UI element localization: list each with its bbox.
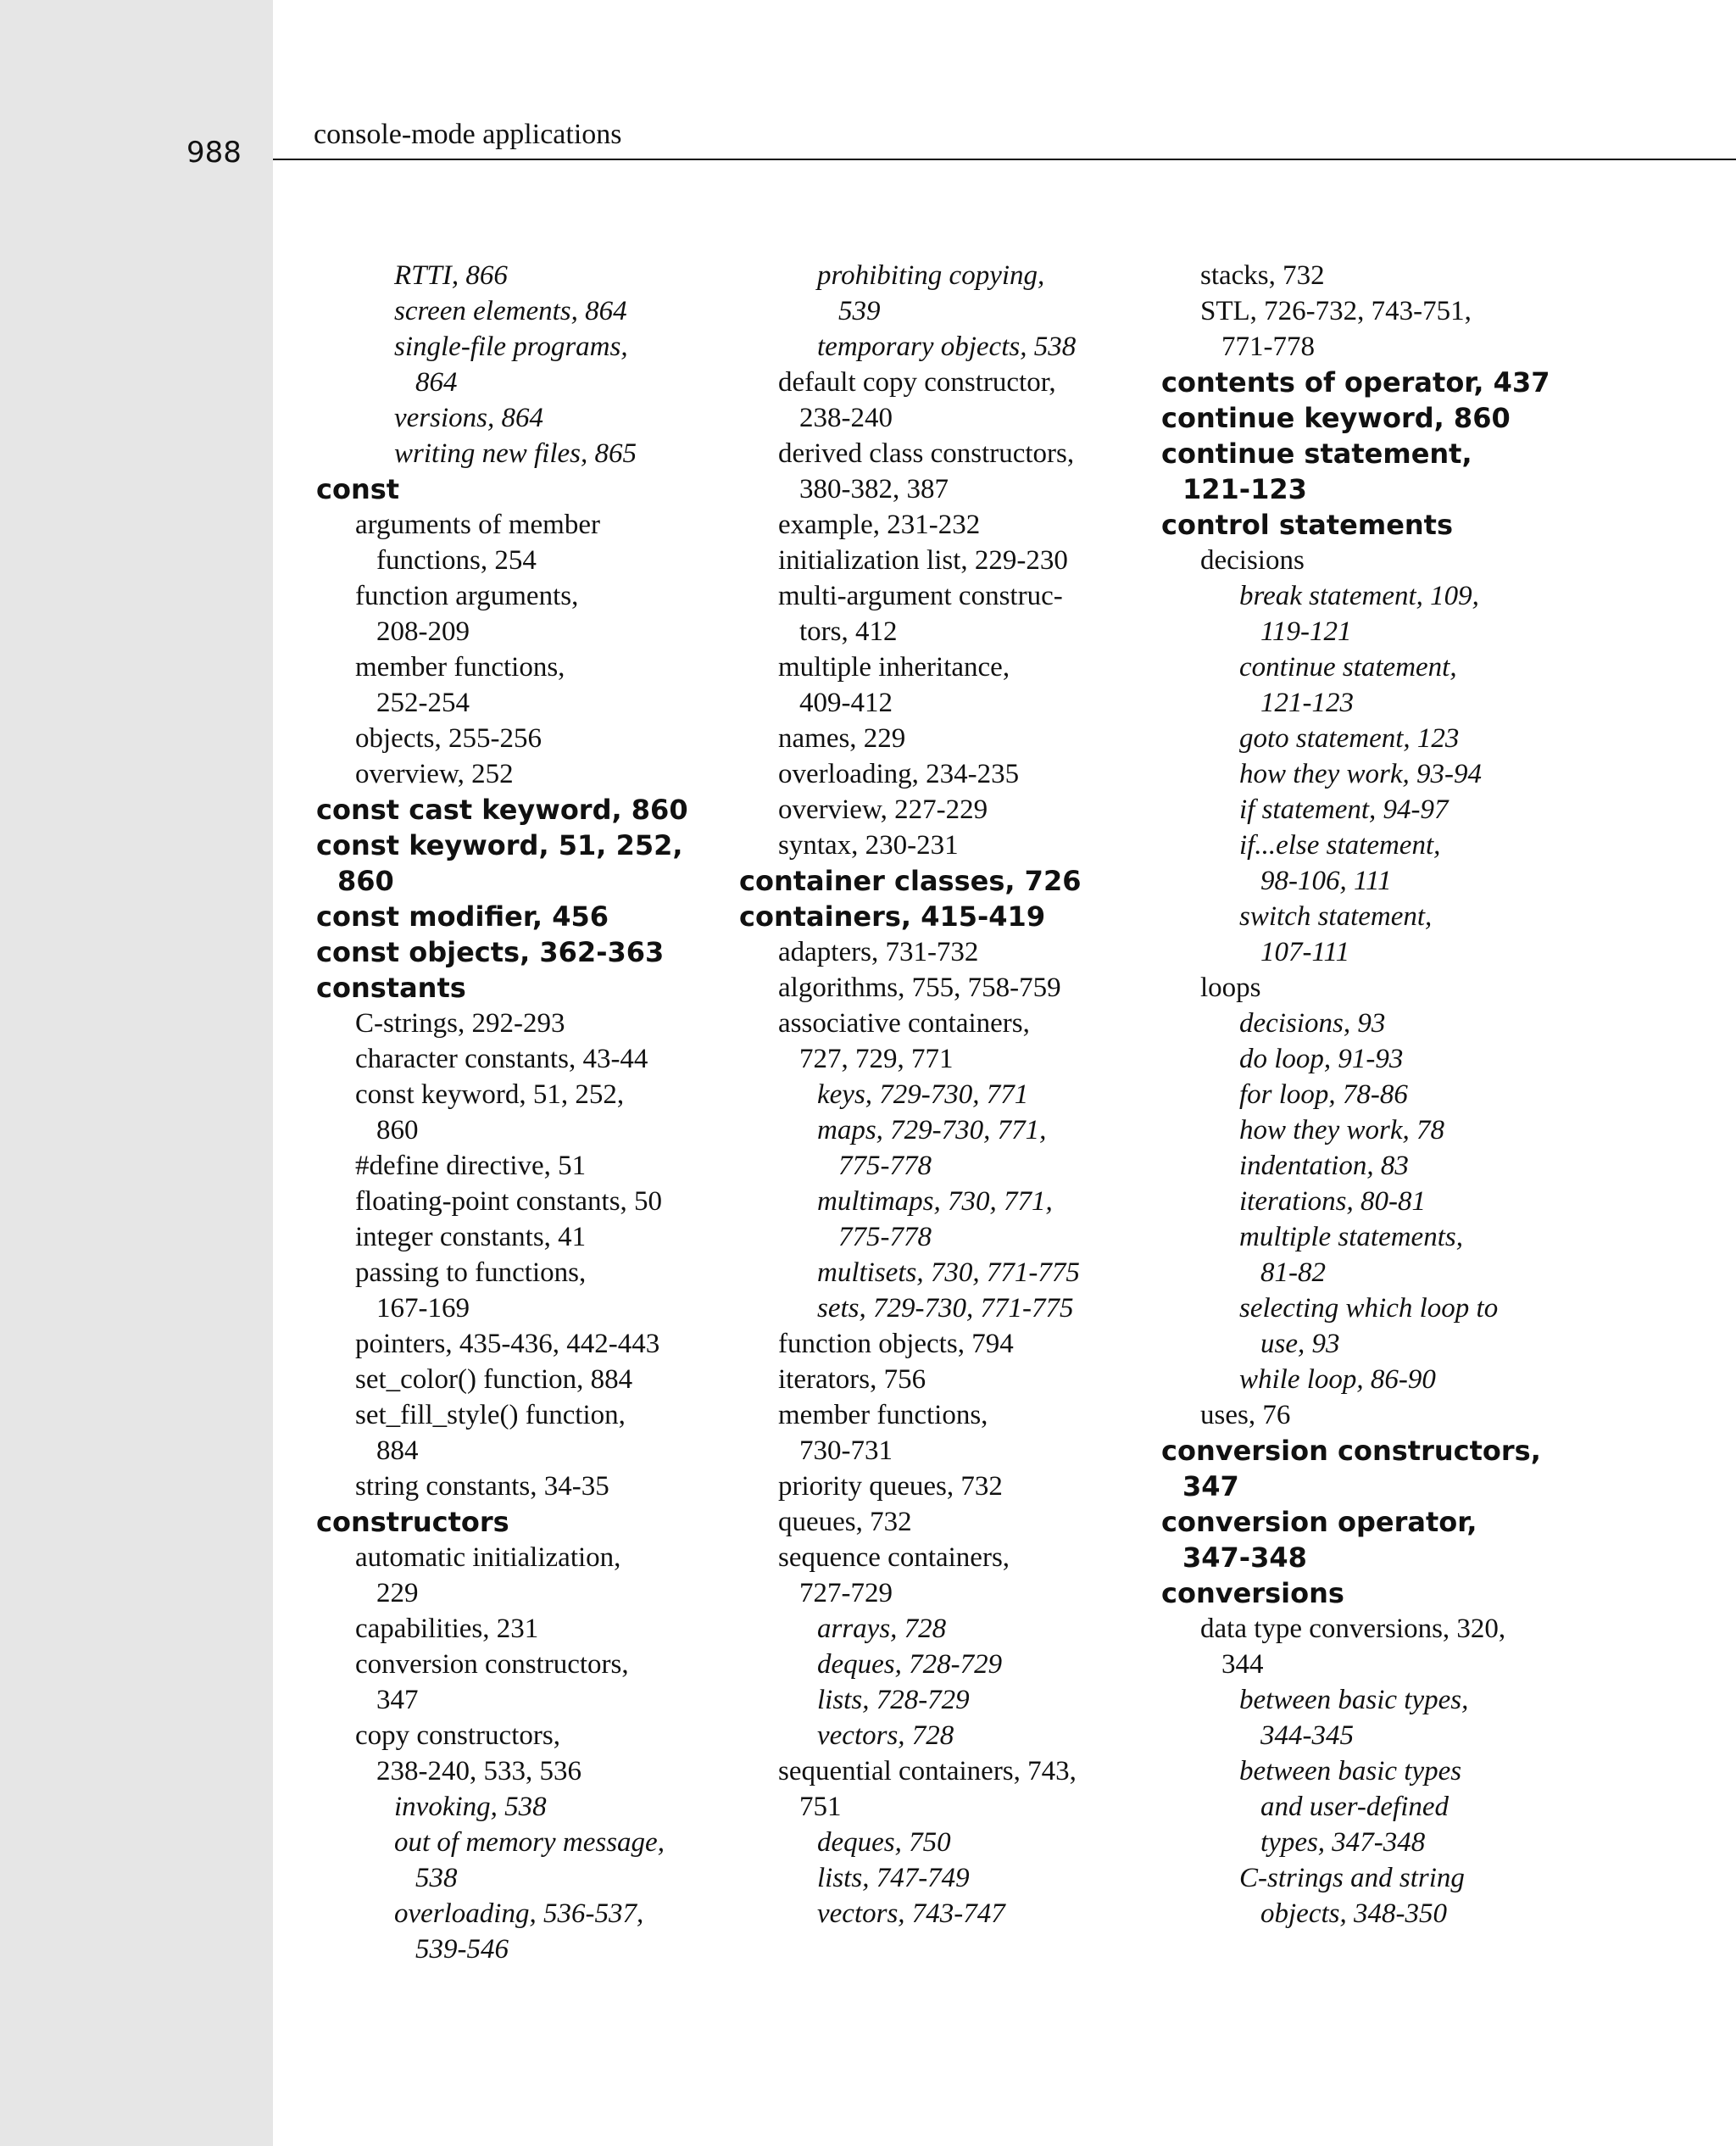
index-entry-line: multi-argument construc- bbox=[778, 581, 1063, 611]
index-subsubentry bbox=[817, 329, 1138, 365]
index-entry-line: 860 bbox=[376, 1115, 419, 1145]
index-subsubentry bbox=[817, 1611, 1138, 1647]
index-entry-line: conversion constructors, bbox=[1161, 1435, 1541, 1467]
index-entry-line: overloading, 536-537, bbox=[394, 1898, 644, 1929]
index-entry-line: 347-348 bbox=[1182, 1541, 1307, 1574]
index-subentry bbox=[1200, 970, 1560, 1006]
index-subentry bbox=[778, 756, 1138, 792]
index-subsubentry bbox=[1239, 1077, 1560, 1112]
index-subsubentry bbox=[817, 1896, 1138, 1931]
index-entry-line: 775-778 bbox=[838, 1151, 932, 1181]
index-entry-line: multisets, 730, 771-775 bbox=[817, 1257, 1080, 1288]
index-subentry bbox=[355, 1326, 715, 1362]
index-entry-line: 121-123 bbox=[1260, 688, 1354, 718]
index-entry-line: initialization list, 229-230 bbox=[778, 545, 1068, 576]
index-subentry bbox=[355, 649, 715, 721]
index-subsubentry bbox=[394, 1789, 715, 1825]
index-entry-line: member functions, bbox=[355, 652, 565, 683]
index-heading bbox=[316, 934, 715, 970]
index-entry-line: how they work, 78 bbox=[1239, 1115, 1444, 1145]
index-subsubentry bbox=[817, 1718, 1138, 1753]
index-subsubentry bbox=[817, 1077, 1138, 1112]
index-entry-line: 229 bbox=[376, 1578, 419, 1608]
index-entry-line: uses, 76 bbox=[1200, 1400, 1291, 1430]
index-subentry bbox=[355, 1397, 715, 1469]
index-entry-line: selecting which loop to bbox=[1239, 1293, 1499, 1324]
index-subsubentry bbox=[817, 1290, 1138, 1326]
index-entry-line: loops bbox=[1200, 973, 1261, 1003]
index-subentry bbox=[355, 1148, 715, 1184]
index-entry-line: while loop, 86-90 bbox=[1239, 1364, 1436, 1395]
index-column-3 bbox=[1161, 258, 1560, 1931]
index-entry-line: priority queues, 732 bbox=[778, 1471, 1003, 1502]
index-entry-line: screen elements, 864 bbox=[394, 296, 627, 326]
index-subsubentry bbox=[394, 258, 715, 293]
index-entry-line: names, 229 bbox=[778, 723, 906, 754]
index-entry-line: tors, 412 bbox=[799, 616, 898, 647]
index-entry-line: 252-254 bbox=[376, 688, 470, 718]
index-heading bbox=[316, 1504, 715, 1540]
index-entry-line: between basic types, bbox=[1239, 1685, 1469, 1715]
index-heading bbox=[316, 828, 715, 899]
index-entry-line: decisions bbox=[1200, 545, 1305, 576]
index-entry-line: character constants, 43-44 bbox=[355, 1044, 648, 1074]
index-subsubentry bbox=[1239, 1184, 1560, 1219]
index-entry-line: integer constants, 41 bbox=[355, 1222, 587, 1252]
index-entry-line: sequential containers, 743, bbox=[778, 1756, 1077, 1786]
index-entry-line: between basic types bbox=[1239, 1756, 1462, 1786]
index-entry-line: function objects, 794 bbox=[778, 1329, 1014, 1359]
index-entry-line: 884 bbox=[376, 1435, 419, 1466]
index-entry-line: queues, 732 bbox=[778, 1507, 912, 1537]
index-entry-line: 238-240 bbox=[799, 403, 893, 433]
index-subsubentry bbox=[817, 1255, 1138, 1290]
index-subentry bbox=[778, 828, 1138, 863]
index-entry-line: conversions bbox=[1161, 1577, 1344, 1609]
index-entry-line: temporary objects, 538 bbox=[817, 332, 1077, 362]
index-entry-line: maps, 729-730, 771, bbox=[817, 1115, 1047, 1145]
index-entry-line: associative containers, bbox=[778, 1008, 1030, 1039]
index-entry-line: conversion operator, bbox=[1161, 1506, 1477, 1538]
index-entry-line: 344-345 bbox=[1260, 1720, 1354, 1751]
index-entry-line: iterations, 80-81 bbox=[1239, 1186, 1426, 1217]
index-entry-line: 347 bbox=[376, 1685, 419, 1715]
index-entry-line: 107-111 bbox=[1260, 937, 1350, 967]
index-subsubentry bbox=[817, 1682, 1138, 1718]
index-subentry bbox=[355, 1540, 715, 1611]
index-subsubentry bbox=[394, 329, 715, 400]
index-heading bbox=[1161, 507, 1560, 543]
index-subsubentry bbox=[1239, 899, 1560, 970]
index-subsubentry bbox=[817, 258, 1138, 329]
index-entry-line: 347 bbox=[1182, 1470, 1239, 1502]
index-entry-line: continue keyword, 860 bbox=[1161, 402, 1511, 434]
index-entry-line: 538 bbox=[415, 1863, 458, 1893]
index-entry-line: function arguments, bbox=[355, 581, 579, 611]
index-entry-line: 751 bbox=[799, 1792, 842, 1822]
index-heading bbox=[739, 899, 1138, 934]
index-entry-line: arrays, 728 bbox=[817, 1614, 947, 1644]
index-entry-line: prohibiting copying, bbox=[817, 260, 1045, 291]
index-subsubentry bbox=[1239, 1860, 1560, 1931]
index-subentry bbox=[1200, 258, 1560, 293]
index-entry-line: 864 bbox=[415, 367, 458, 398]
index-entry-line: goto statement, 123 bbox=[1239, 723, 1460, 754]
index-entry-line: 775-778 bbox=[838, 1222, 932, 1252]
index-entry-line: versions, 864 bbox=[394, 403, 543, 433]
index-subentry bbox=[1200, 1611, 1560, 1682]
index-subsubentry bbox=[1239, 1753, 1560, 1860]
index-entry-line: example, 231-232 bbox=[778, 510, 981, 540]
index-subentry bbox=[778, 1469, 1138, 1504]
index-subsubentry bbox=[817, 1112, 1138, 1184]
index-entry-line: single-file programs, bbox=[394, 332, 628, 362]
index-entry-line: data type conversions, 320, bbox=[1200, 1614, 1506, 1644]
index-entry-line: 771-778 bbox=[1221, 332, 1315, 362]
index-subentry bbox=[355, 1647, 715, 1718]
index-entry-line: arguments of member bbox=[355, 510, 600, 540]
index-heading bbox=[1161, 436, 1560, 507]
index-entry-line: C-strings, 292-293 bbox=[355, 1008, 565, 1039]
index-subsubentry bbox=[1239, 1682, 1560, 1753]
index-subsubentry bbox=[1239, 828, 1560, 899]
index-subsubentry bbox=[394, 293, 715, 329]
index-subsubentry bbox=[1239, 792, 1560, 828]
index-entry-line: conversion constructors, bbox=[355, 1649, 629, 1680]
index-subentry bbox=[355, 1184, 715, 1219]
index-subentry bbox=[778, 1504, 1138, 1540]
index-subsubentry bbox=[1239, 721, 1560, 756]
index-heading bbox=[1161, 365, 1560, 400]
index-subentry bbox=[355, 507, 715, 578]
index-subentry bbox=[1200, 543, 1560, 578]
index-subsubentry bbox=[1239, 649, 1560, 721]
index-column-2 bbox=[739, 258, 1138, 1931]
index-entry-line: writing new files, 865 bbox=[394, 438, 637, 469]
index-subsubentry bbox=[1239, 1290, 1560, 1362]
index-entry-line: set_fill_style() function, bbox=[355, 1400, 626, 1430]
index-subsubentry bbox=[1239, 1148, 1560, 1184]
index-entry-line: iterators, 756 bbox=[778, 1364, 926, 1395]
index-entry-line: sets, 729-730, 771-775 bbox=[817, 1293, 1074, 1324]
index-entry-line: constants bbox=[316, 972, 466, 1004]
index-subsubentry bbox=[394, 1825, 715, 1896]
running-head: console-mode applications bbox=[314, 119, 622, 150]
index-entry-line: indentation, 83 bbox=[1239, 1151, 1409, 1181]
index-entry-line: 730-731 bbox=[799, 1435, 893, 1466]
index-subentry bbox=[778, 436, 1138, 507]
index-entry-line: C-strings and string bbox=[1239, 1863, 1465, 1893]
index-entry-line: derived class constructors, bbox=[778, 438, 1075, 469]
index-entry-line: and user-defined bbox=[1260, 1792, 1449, 1822]
index-subentry bbox=[778, 934, 1138, 970]
index-entry-line: types, 347-348 bbox=[1260, 1827, 1426, 1858]
index-entry-line: deques, 728-729 bbox=[817, 1649, 1003, 1680]
index-entry-line: constructors bbox=[316, 1506, 509, 1538]
index-heading bbox=[1161, 1504, 1560, 1575]
index-subentry bbox=[355, 721, 715, 756]
index-entry-line: how they work, 93-94 bbox=[1239, 759, 1482, 789]
index-subentry bbox=[355, 1077, 715, 1148]
index-heading bbox=[1161, 1575, 1560, 1611]
index-entry-line: const keyword, 51, 252, bbox=[355, 1079, 625, 1110]
index-subsubentry bbox=[394, 436, 715, 471]
index-entry-line: multiple statements, bbox=[1239, 1222, 1463, 1252]
index-subsubentry bbox=[1239, 1006, 1560, 1041]
index-entry-line: 119-121 bbox=[1260, 616, 1352, 647]
index-subentry bbox=[778, 1753, 1138, 1825]
index-subentry bbox=[355, 1255, 715, 1326]
index-entry-line: 121-123 bbox=[1182, 473, 1307, 505]
index-subsubentry bbox=[1239, 1219, 1560, 1290]
index-entry-line: overloading, 234-235 bbox=[778, 759, 1020, 789]
index-entry-line: 208-209 bbox=[376, 616, 470, 647]
index-entry-line: switch statement, bbox=[1239, 901, 1433, 932]
index-entry-line: lists, 728-729 bbox=[817, 1685, 970, 1715]
index-subsubentry bbox=[1239, 756, 1560, 792]
index-entry-line: multiple inheritance, bbox=[778, 652, 1010, 683]
index-entry-line: const bbox=[316, 473, 400, 505]
index-subsubentry bbox=[394, 400, 715, 436]
index-entry-line: stacks, 732 bbox=[1200, 260, 1325, 291]
index-entry-line: default copy constructor, bbox=[778, 367, 1056, 398]
index-subentry bbox=[1200, 293, 1560, 365]
index-entry-line: 539-546 bbox=[415, 1934, 509, 1965]
index-subsubentry bbox=[1239, 578, 1560, 649]
index-subentry bbox=[778, 1362, 1138, 1397]
index-heading bbox=[739, 863, 1138, 899]
index-entry-line: contents of operator, 437 bbox=[1161, 366, 1550, 399]
index-entry-line: if...else statement, bbox=[1239, 830, 1441, 861]
header-rule bbox=[273, 159, 1736, 160]
index-subentry bbox=[355, 1362, 715, 1397]
index-subsubentry bbox=[1239, 1041, 1560, 1077]
index-entry-line: floating-point constants, 50 bbox=[355, 1186, 663, 1217]
index-subentry bbox=[355, 1219, 715, 1255]
index-entry-line: const objects, 362-363 bbox=[316, 936, 665, 968]
index-subentry bbox=[778, 970, 1138, 1006]
index-entry-line: syntax, 230-231 bbox=[778, 830, 959, 861]
index-column-1 bbox=[316, 258, 715, 1967]
index-subentry bbox=[778, 792, 1138, 828]
index-heading bbox=[1161, 1433, 1560, 1504]
index-heading bbox=[316, 970, 715, 1006]
index-entry-line: 860 bbox=[337, 865, 394, 897]
index-subentry bbox=[778, 649, 1138, 721]
index-subentry bbox=[778, 1326, 1138, 1362]
index-entry-line: 727-729 bbox=[799, 1578, 893, 1608]
index-entry-line: objects, 255-256 bbox=[355, 723, 542, 754]
index-entry-line: vectors, 728 bbox=[817, 1720, 954, 1751]
index-entry-line: const modifier, 456 bbox=[316, 900, 609, 933]
index-subsubentry bbox=[1239, 1362, 1560, 1397]
index-entry-line: capabilities, 231 bbox=[355, 1614, 539, 1644]
index-entry-line: 409-412 bbox=[799, 688, 893, 718]
index-entry-line: 727, 729, 771 bbox=[799, 1044, 954, 1074]
index-subentry bbox=[355, 1041, 715, 1077]
index-entry-line: functions, 254 bbox=[376, 545, 537, 576]
index-entry-line: 81-82 bbox=[1260, 1257, 1326, 1288]
index-subentry bbox=[778, 543, 1138, 578]
index-entry-line: decisions, 93 bbox=[1239, 1008, 1386, 1039]
index-subentry bbox=[778, 1397, 1138, 1469]
index-entry-line: container classes, 726 bbox=[739, 865, 1082, 897]
index-entry-line: lists, 747-749 bbox=[817, 1863, 970, 1893]
index-heading bbox=[316, 899, 715, 934]
index-entry-line: do loop, 91-93 bbox=[1239, 1044, 1404, 1074]
index-subsubentry bbox=[817, 1860, 1138, 1896]
index-entry-line: control statements bbox=[1161, 509, 1454, 541]
index-entry-line: vectors, 743-747 bbox=[817, 1898, 1005, 1929]
index-entry-line: RTTI, 866 bbox=[394, 260, 508, 291]
index-entry-line: 380-382, 387 bbox=[799, 474, 949, 504]
index-entry-line: containers, 415-419 bbox=[739, 900, 1046, 933]
index-heading bbox=[316, 471, 715, 507]
index-subentry bbox=[778, 721, 1138, 756]
index-entry-line: #define directive, 51 bbox=[355, 1151, 587, 1181]
index-entry-line: continue statement, bbox=[1239, 652, 1457, 683]
index-entry-line: 98-106, 111 bbox=[1260, 866, 1392, 896]
page-number: 988 bbox=[186, 136, 242, 170]
index-entry-line: invoking, 538 bbox=[394, 1792, 547, 1822]
index-entry-line: sequence containers, bbox=[778, 1542, 1010, 1573]
index-entry-line: break statement, 109, bbox=[1239, 581, 1479, 611]
index-subentry bbox=[355, 1611, 715, 1647]
index-subentry bbox=[1200, 1397, 1560, 1433]
index-subentry bbox=[355, 756, 715, 792]
index-entry-line: member functions, bbox=[778, 1400, 988, 1430]
index-subentry bbox=[355, 1469, 715, 1504]
index-entry-line: out of memory message, bbox=[394, 1827, 665, 1858]
index-subsubentry bbox=[817, 1184, 1138, 1255]
index-subsubentry bbox=[394, 1896, 715, 1967]
index-entry-line: passing to functions, bbox=[355, 1257, 587, 1288]
index-entry-line: 238-240, 533, 536 bbox=[376, 1756, 581, 1786]
index-subentry bbox=[355, 1006, 715, 1041]
index-entry-line: 344 bbox=[1221, 1649, 1264, 1680]
index-entry-line: algorithms, 755, 758-759 bbox=[778, 973, 1061, 1003]
index-entry-line: multimaps, 730, 771, bbox=[817, 1186, 1053, 1217]
index-entry-line: objects, 348-350 bbox=[1260, 1898, 1447, 1929]
index-entry-line: const keyword, 51, 252, bbox=[316, 829, 683, 861]
index-entry-line: keys, 729-730, 771 bbox=[817, 1079, 1029, 1110]
index-entry-line: STL, 726-732, 743-751, bbox=[1200, 296, 1472, 326]
index-subentry bbox=[778, 365, 1138, 436]
index-subentry bbox=[778, 1540, 1138, 1611]
index-entry-line: const cast keyword, 860 bbox=[316, 794, 688, 826]
index-subsubentry bbox=[1239, 1112, 1560, 1148]
index-subentry bbox=[355, 578, 715, 649]
index-subsubentry bbox=[817, 1647, 1138, 1682]
index-entry-line: deques, 750 bbox=[817, 1827, 951, 1858]
index-subentry bbox=[778, 507, 1138, 543]
index-entry-line: string constants, 34-35 bbox=[355, 1471, 609, 1502]
index-heading bbox=[316, 792, 715, 828]
index-entry-line: for loop, 78-86 bbox=[1239, 1079, 1408, 1110]
index-subentry bbox=[778, 578, 1138, 649]
index-entry-line: pointers, 435-436, 442-443 bbox=[355, 1329, 660, 1359]
index-entry-line: set_color() function, 884 bbox=[355, 1364, 633, 1395]
index-entry-line: if statement, 94-97 bbox=[1239, 794, 1449, 825]
index-entry-line: automatic initialization, bbox=[355, 1542, 621, 1573]
index-entry-line: overview, 227-229 bbox=[778, 794, 988, 825]
index-entry-line: 167-169 bbox=[376, 1293, 470, 1324]
page-margin bbox=[0, 0, 273, 2146]
index-subentry bbox=[778, 1006, 1138, 1077]
index-entry-line: 539 bbox=[838, 296, 881, 326]
index-heading bbox=[1161, 400, 1560, 436]
index-subentry bbox=[355, 1718, 715, 1789]
index-entry-line: use, 93 bbox=[1260, 1329, 1340, 1359]
index-entry-line: overview, 252 bbox=[355, 759, 514, 789]
index-subsubentry bbox=[817, 1825, 1138, 1860]
index-entry-line: adapters, 731-732 bbox=[778, 937, 979, 967]
index-entry-line: continue statement, bbox=[1161, 438, 1472, 470]
index-entry-line: copy constructors, bbox=[355, 1720, 560, 1751]
